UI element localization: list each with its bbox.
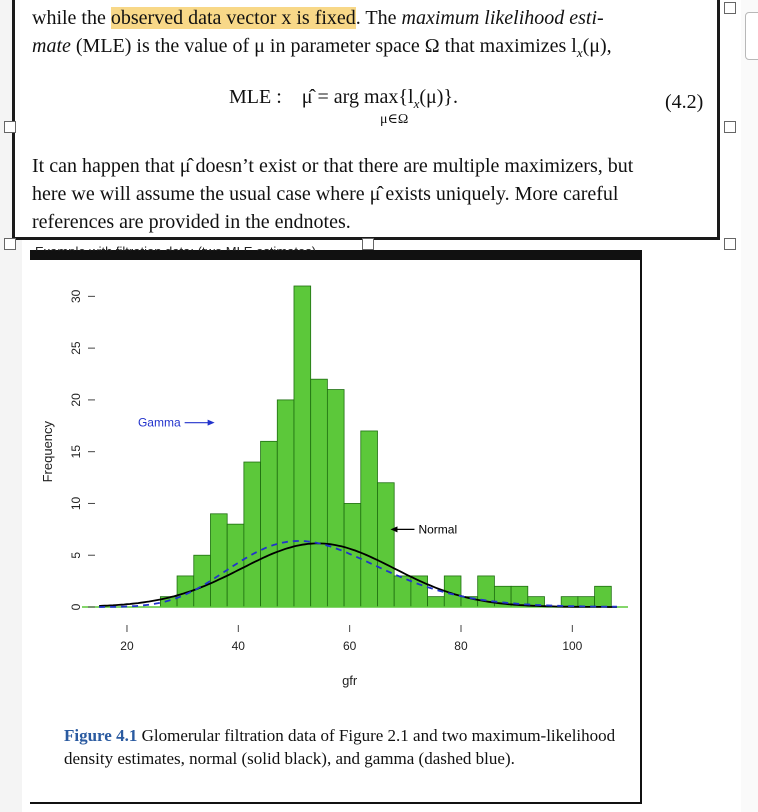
histogram-bar <box>361 431 378 607</box>
histogram-bar <box>311 379 328 607</box>
equation-subscript: μ∈Ω <box>380 112 409 127</box>
x-axis-title: gfr <box>342 673 358 688</box>
y-tick-label: 0 <box>69 603 83 611</box>
histogram-bar <box>327 390 344 607</box>
histogram-bar <box>194 555 211 607</box>
figure-caption <box>64 724 624 770</box>
x-tick-label: 60 <box>342 639 357 653</box>
gamma-arrowhead <box>208 420 215 426</box>
histogram-bar <box>277 400 294 607</box>
y-tick-label: 30 <box>69 289 83 304</box>
caption-text: Glomerular filtration data of Figure 2.1 and two maximum-likelihood density estimates, normal (solid black), and gamma (dashed blue). <box>64 726 616 768</box>
y-tick-label: 5 <box>69 551 83 559</box>
y-tick-label: 15 <box>69 444 83 459</box>
histogram-bar <box>595 586 612 607</box>
histogram-bar <box>227 524 244 607</box>
equation-number: (4.2) <box>665 91 704 113</box>
paragraph-line-1: It can happen that μ̂ doesn’t exist or that there are multiple maximizers, but <box>32 155 634 177</box>
histogram-bar <box>377 483 394 607</box>
histogram-bar <box>344 503 361 607</box>
highlighted-text: observed data vector x is fixed <box>110 7 356 29</box>
gamma-annotation: Gamma <box>137 415 181 430</box>
x-tick-label: 100 <box>562 639 583 653</box>
y-tick-label: 20 <box>69 393 83 407</box>
paragraph-line-3: references are provided in the endnotes. <box>32 211 351 233</box>
equation: MLE : μ̂ = arg $\max\{l_x(\mu)\}$. <box>229 86 458 111</box>
text-line-2: mate (MLE) is the value of μ in parameter space Ω that maximizes $l_x(\mu)$, <box>32 35 612 60</box>
y-axis-title: Frequency <box>40 420 55 483</box>
normal-annotation: Normal <box>418 522 458 537</box>
y-tick-label: 25 <box>69 341 83 355</box>
histogram-bar <box>428 597 445 607</box>
histogram-bar <box>210 514 227 607</box>
histogram-bar <box>244 462 261 607</box>
histogram-bar <box>261 441 278 607</box>
text-line-1: while the observed data vector x is fixed. The maximum likelihood esti- <box>32 7 604 29</box>
histogram-bar <box>294 286 311 607</box>
paragraph-line-2: here we will assume the usual case where μ̂ exists uniquely. More careful <box>32 183 619 205</box>
x-tick-label: 20 <box>120 639 134 653</box>
y-tick-label: 10 <box>69 496 83 511</box>
figure-label: Figure 4.1 <box>64 726 138 745</box>
x-tick-label: 80 <box>454 639 468 653</box>
x-tick-label: 40 <box>231 639 245 653</box>
equation-label: MLE : <box>229 86 282 108</box>
